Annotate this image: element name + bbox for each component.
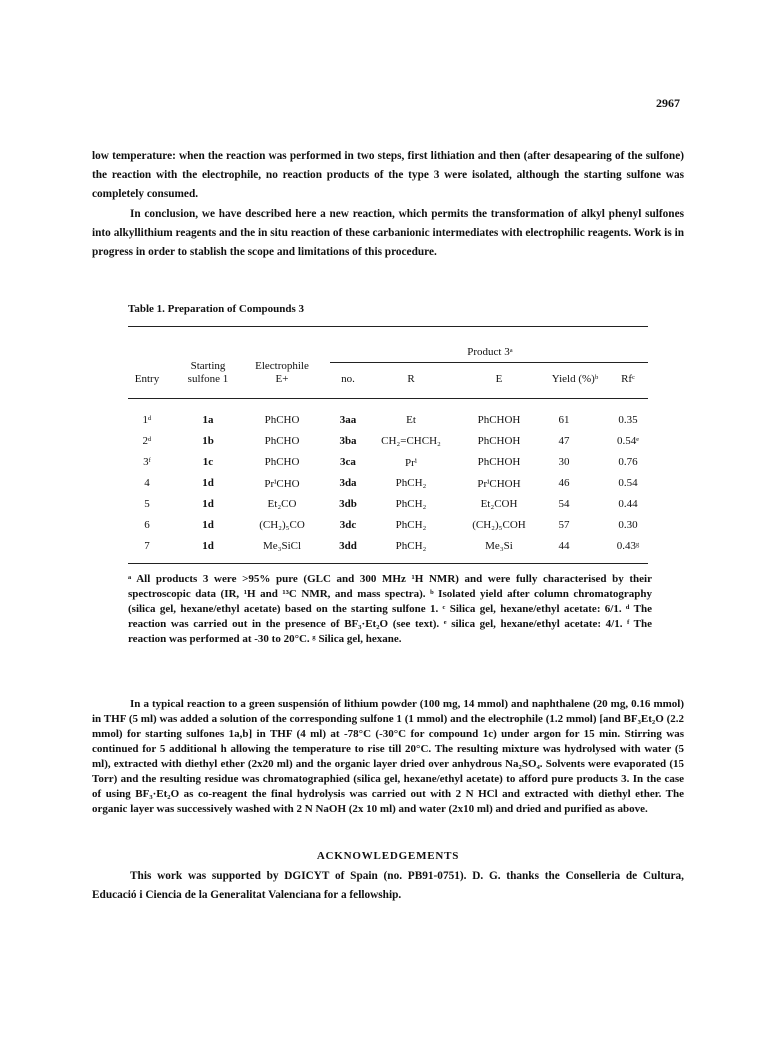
- cell-no: 3ba: [339, 435, 357, 447]
- cell-sulfone: 1a: [202, 414, 214, 426]
- header-starting-sulfone: [176, 360, 240, 386]
- cell-no: 3dd: [339, 540, 357, 552]
- cell-e: (CH₂)₅COH: [472, 519, 526, 531]
- cell-yield: 61: [558, 414, 570, 426]
- header-entry: Entry: [134, 373, 160, 385]
- cell-rf: 0.54: [618, 477, 638, 489]
- cell-r: PhCH₂: [395, 498, 427, 510]
- table-rule-bottom: [128, 563, 648, 564]
- cell-rf: 0.30: [618, 519, 638, 531]
- cell-entry: 4: [144, 477, 150, 489]
- header-starting-line2: sulfone 1: [187, 373, 229, 385]
- cell-e: Et₂COH: [480, 498, 518, 510]
- header-electrophile-line1: Electrophile: [255, 360, 309, 372]
- cell-r: PhCH₂: [395, 519, 427, 531]
- cell-entry: 5: [144, 498, 150, 510]
- cell-yield: 47: [558, 435, 570, 447]
- cell-sulfone: 1d: [202, 519, 214, 531]
- cell-no: 3ca: [340, 456, 356, 468]
- procedure-paragraph: In a typical reaction to a green suspensión of lithium powder (100 mg, 14 mmol) and naphthalene (20 mg, 0.16 mmol) in THF (5 ml) was added a solution of the corresponding sulfone 1 (1 mmol) and the electrophile (1.2 mmol) [and BF₃Et₂O (2.2 mmol) for starting sulfones 1a,b] in THF (4 ml) at -78°C (-30°C for compound 1c) under argon for 15 min. Stirring was continued for 5 additional h allowing the temperature to rise till 20°C. The resulting mixture was hydrolysed with water (5 ml), extracted with diethyl ether (2x20 ml) and the organic layer dried over anhydrous Na₂SO₄. Solvents were evaporated (15 Torr) and the resulting residue was chromatographied (silica gel, hexane/ethyl acetate) to afford pure products 3. In the case of using BF₃·Et₂O as co-reagent the final hydrolysis was carried out with 2 N HCl and extracted with diethyl ether. The organic layer was successively washed with 2 N NaOH (2x 10 ml) and water (2x10 ml) and dried and purified as above.: [92, 698, 684, 815]
- table-rule-product: [330, 362, 648, 363]
- cell-entry: 1ᵈ: [142, 414, 152, 426]
- cell-r: Prⁱ: [405, 457, 417, 469]
- cell-sulfone: 1d: [202, 477, 214, 489]
- cell-no: 3dc: [339, 519, 357, 531]
- cell-sulfone: 1d: [202, 540, 214, 552]
- cell-yield: 57: [558, 519, 570, 531]
- page-number: 2967: [656, 96, 680, 110]
- cell-rf: 0.54ᵉ: [616, 435, 640, 447]
- cell-no: 3aa: [339, 414, 357, 426]
- header-r: R: [407, 373, 415, 385]
- cell-sulfone: 1b: [202, 435, 214, 447]
- cell-electrophile: PhCHO: [264, 414, 300, 426]
- body-paragraph-1: low temperature: when the reaction was performed in two steps, first lithiation and then (after desapearing of the sulfone) the reaction with the electrophile, no reaction products of the type 3 were isolated, although the starting sulfone was completely consumed.: [92, 150, 684, 200]
- table-rule-header: [128, 398, 648, 399]
- cell-yield: 46: [558, 477, 570, 489]
- cell-electrophile: Me₃SiCl: [262, 540, 302, 552]
- acknowledgements-heading: ACKNOWLEDGEMENTS: [316, 850, 460, 862]
- cell-rf: 0.43ᵍ: [616, 540, 640, 552]
- header-no: no.: [341, 373, 355, 385]
- cell-r: PhCH₂: [395, 540, 427, 552]
- cell-entry: 3ᶠ: [143, 456, 151, 468]
- body-paragraph-2: In conclusion, we have described here a new reaction, which permits the transformation of alkyl phenyl sulfones into alkyllithium reagents and the in situ reaction of these carbanionic intermediates with electrophilic reagents. Work is in progress in order to stablish the scope and limitations of this procedure.: [92, 208, 684, 258]
- header-e: E: [495, 373, 503, 385]
- cell-electrophile: PhCHO: [264, 456, 300, 468]
- cell-e: Me₃Si: [485, 540, 513, 552]
- header-electrophile: [244, 360, 320, 386]
- cell-rf: 0.76: [618, 456, 638, 468]
- cell-electrophile: (CH₂)₅CO: [259, 519, 305, 531]
- cell-r: PhCH₂: [395, 477, 427, 489]
- cell-entry: 7: [144, 540, 150, 552]
- header-product-group: Product 3ᵃ: [467, 346, 513, 358]
- cell-entry: 2ᵈ: [142, 435, 152, 447]
- table-caption: Table 1. Preparation of Compounds 3: [128, 303, 305, 315]
- cell-yield: 54: [558, 498, 570, 510]
- table-rule-top: [128, 326, 648, 327]
- cell-sulfone: 1d: [202, 498, 214, 510]
- cell-yield: 44: [558, 540, 570, 552]
- cell-e: PhCHOH: [477, 456, 521, 468]
- header-yield: Yield (%)ᵇ: [551, 373, 599, 385]
- cell-e: PrⁱCHOH: [477, 478, 521, 490]
- header-electrophile-line2: E+: [275, 373, 289, 385]
- cell-r: CH₂=CHCH₂: [381, 435, 441, 447]
- cell-electrophile: PhCHO: [264, 435, 300, 447]
- header-rf: Rfᶜ: [621, 373, 635, 385]
- cell-rf: 0.35: [618, 414, 638, 426]
- cell-no: 3da: [339, 477, 357, 489]
- cell-entry: 6: [144, 519, 150, 531]
- cell-e: PhCHOH: [477, 414, 521, 426]
- cell-sulfone: 1c: [202, 456, 214, 468]
- header-starting-line1: Starting: [190, 360, 226, 372]
- cell-electrophile: PrⁱCHO: [264, 478, 300, 490]
- cell-e: PhCHOH: [477, 435, 521, 447]
- cell-electrophile: Et₂CO: [267, 498, 297, 510]
- cell-yield: 30: [558, 456, 570, 468]
- cell-rf: 0.44: [618, 498, 638, 510]
- acknowledgements-text: This work was supported by DGICYT of Spain (no. PB91-0751). D. G. thanks the Conselleria de Cultura, Educació i Ciencia de la Generalitat Valenciana for a fellowship.: [92, 870, 684, 901]
- table-footnotes: ᵃ All products 3 were >95% pure (GLC and 300 MHz ¹H NMR) and were fully characterised by their spectroscopic data (IR, ¹H and ¹³C NMR, and mass spectra). ᵇ Isolated yield after column chromatography (silica gel, hexane/ethyl acetate) based on the starting sulfone 1. ᶜ Silica gel, hexane/ethyl acetate: 6/1. ᵈ The reaction was carried out in the presence of BF₃·Et₂O (see text). ᵉ silica gel, hexane/ethyl acetate: 4/1. ᶠ The reaction was performed at -30 to 20°C. ᵍ Silica gel, hexane.: [128, 573, 652, 645]
- cell-r: Et: [406, 414, 416, 426]
- cell-no: 3db: [339, 498, 357, 510]
